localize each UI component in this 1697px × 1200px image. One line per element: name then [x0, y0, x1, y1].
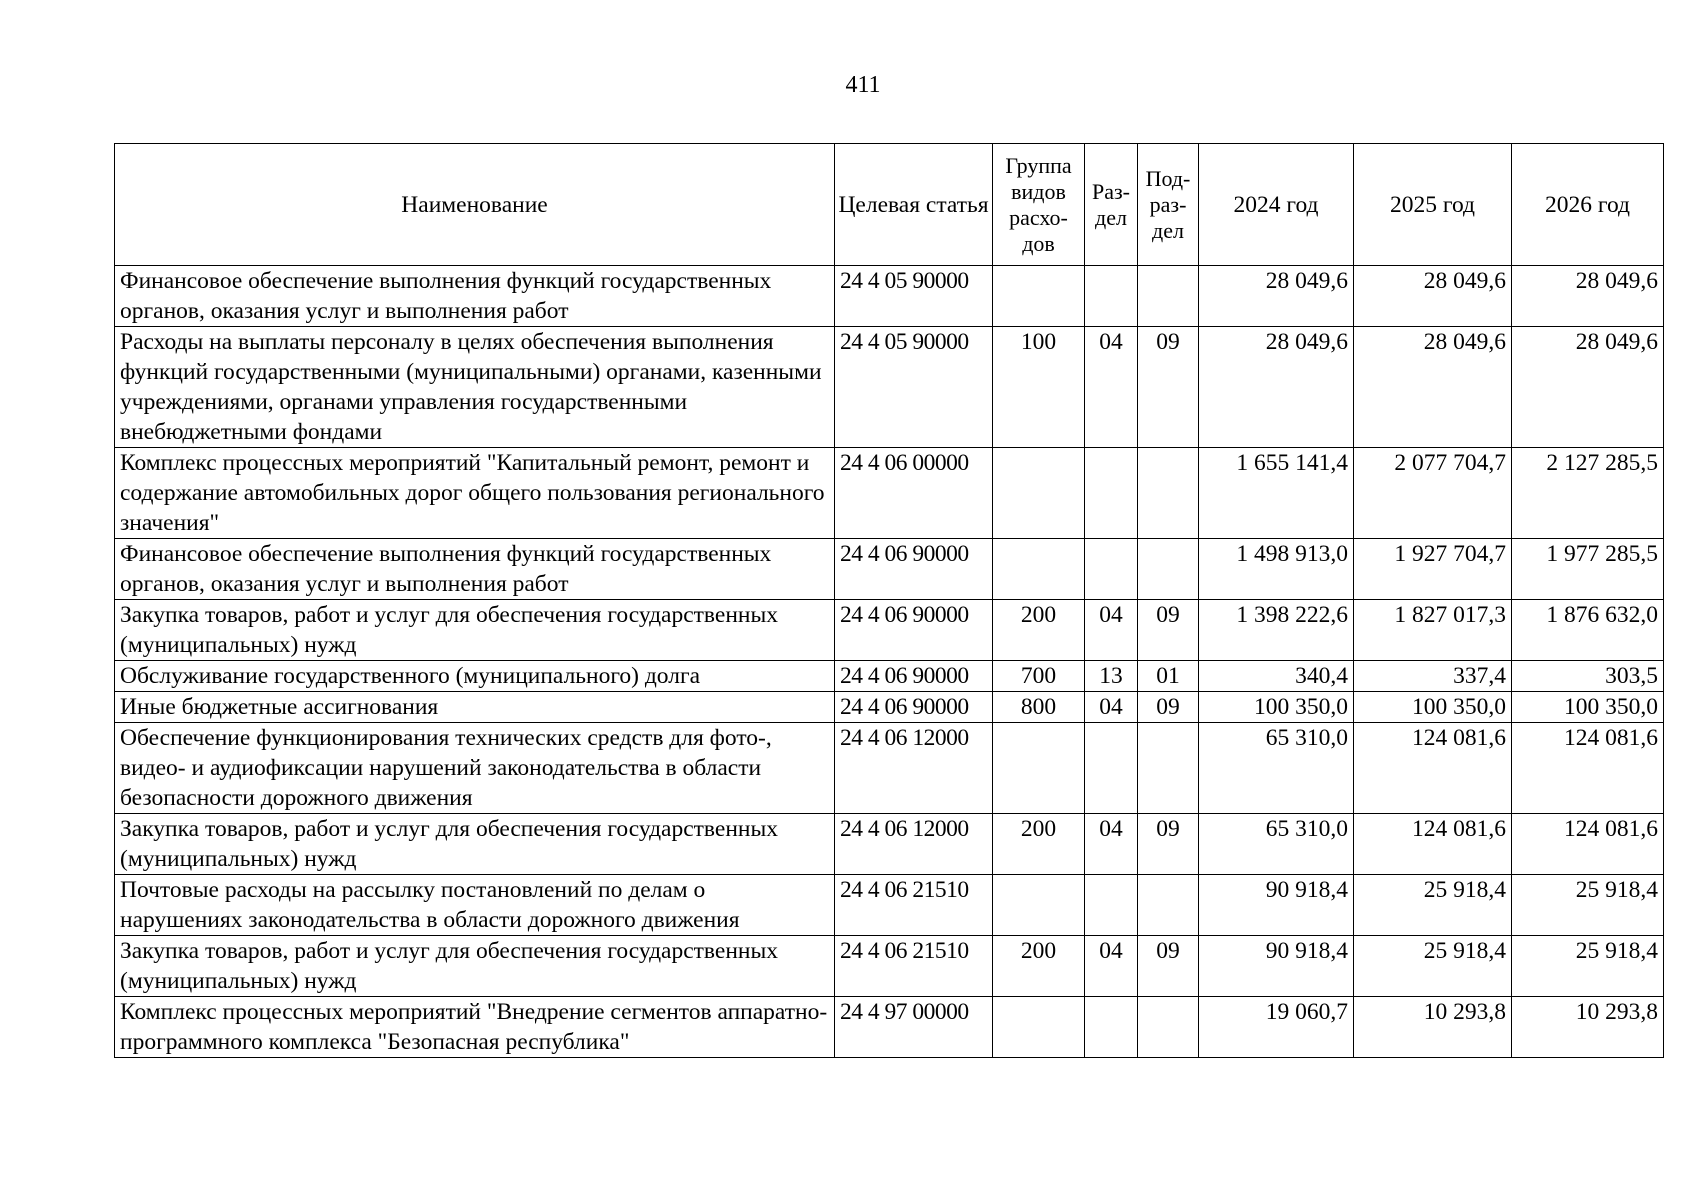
table-row — [115, 600, 1664, 661]
table-row — [115, 266, 1664, 327]
cell-target-article: 24 4 06 00000 — [835, 448, 993, 539]
cell-target-article: 24 4 06 21510 — [835, 875, 993, 936]
cell-name: Закупка товаров, работ и услуг для обеспечения государственных (муниципальных) нужд — [115, 936, 835, 997]
header-year-2024: 2024 год — [1199, 144, 1354, 266]
cell-name: Комплекс процессных мероприятий "Капитальный ремонт, ремонт и содержание автомобильных дорог общего пользования регионального значения" — [115, 448, 835, 539]
cell-subsection: 09 — [1138, 327, 1199, 448]
cell-name: Закупка товаров, работ и услуг для обеспечения государственных (муниципальных) нужд — [115, 600, 835, 661]
cell-year-2026: 1 977 285,5 — [1512, 539, 1664, 600]
cell-year-2025: 124 081,6 — [1354, 814, 1512, 875]
table-row — [115, 539, 1664, 600]
cell-subsection — [1138, 266, 1199, 327]
cell-expense-group: 100 — [993, 327, 1085, 448]
cell-subsection: 09 — [1138, 692, 1199, 723]
table-row — [115, 997, 1664, 1058]
table-row — [115, 936, 1664, 997]
table-row — [115, 875, 1664, 936]
cell-year-2026: 25 918,4 — [1512, 875, 1664, 936]
cell-target-article: 24 4 05 90000 — [835, 327, 993, 448]
cell-expense-group: 700 — [993, 661, 1085, 692]
table-row — [115, 327, 1664, 448]
cell-expense-group: 200 — [993, 600, 1085, 661]
cell-name: Финансовое обеспечение выполнения функций государственных органов, оказания услуг и выполнения работ — [115, 266, 835, 327]
cell-expense-group — [993, 539, 1085, 600]
header-expense-group: Группа видов расхо-дов — [993, 144, 1085, 266]
budget-table — [114, 143, 1664, 1058]
header-year-2026: 2026 год — [1512, 144, 1664, 266]
cell-section: 04 — [1085, 327, 1138, 448]
header-section: Раз-дел — [1085, 144, 1138, 266]
cell-subsection: 09 — [1138, 814, 1199, 875]
cell-year-2024: 28 049,6 — [1199, 266, 1354, 327]
cell-year-2025: 100 350,0 — [1354, 692, 1512, 723]
cell-section — [1085, 539, 1138, 600]
cell-year-2025: 28 049,6 — [1354, 266, 1512, 327]
cell-subsection — [1138, 448, 1199, 539]
cell-section: 04 — [1085, 814, 1138, 875]
cell-target-article: 24 4 06 90000 — [835, 600, 993, 661]
cell-year-2026: 100 350,0 — [1512, 692, 1664, 723]
cell-year-2026: 303,5 — [1512, 661, 1664, 692]
cell-target-article: 24 4 06 21510 — [835, 936, 993, 997]
cell-target-article: 24 4 06 12000 — [835, 723, 993, 814]
cell-section: 04 — [1085, 692, 1138, 723]
cell-year-2025: 25 918,4 — [1354, 875, 1512, 936]
header-target-article: Целевая статья — [835, 144, 993, 266]
cell-name: Финансовое обеспечение выполнения функций государственных органов, оказания услуг и выполнения работ — [115, 539, 835, 600]
cell-year-2026: 124 081,6 — [1512, 814, 1664, 875]
cell-subsection: 09 — [1138, 600, 1199, 661]
cell-expense-group — [993, 997, 1085, 1058]
cell-year-2025: 337,4 — [1354, 661, 1512, 692]
cell-section — [1085, 266, 1138, 327]
cell-expense-group — [993, 266, 1085, 327]
cell-year-2025: 2 077 704,7 — [1354, 448, 1512, 539]
table-body — [115, 266, 1664, 1058]
cell-year-2026: 28 049,6 — [1512, 266, 1664, 327]
cell-year-2026: 124 081,6 — [1512, 723, 1664, 814]
cell-year-2024: 28 049,6 — [1199, 327, 1354, 448]
cell-year-2026: 28 049,6 — [1512, 327, 1664, 448]
table-row — [115, 448, 1664, 539]
cell-name: Обеспечение функционирования технических средств для фото-, видео- и аудиофиксации нарушений законодательства в области безопасности дорожного движения — [115, 723, 835, 814]
cell-section — [1085, 448, 1138, 539]
cell-expense-group — [993, 723, 1085, 814]
cell-section — [1085, 875, 1138, 936]
cell-expense-group: 800 — [993, 692, 1085, 723]
cell-name: Закупка товаров, работ и услуг для обеспечения государственных (муниципальных) нужд — [115, 814, 835, 875]
cell-section: 04 — [1085, 936, 1138, 997]
cell-year-2025: 124 081,6 — [1354, 723, 1512, 814]
cell-subsection — [1138, 539, 1199, 600]
cell-section — [1085, 997, 1138, 1058]
header-subsection: Под-раз-дел — [1138, 144, 1199, 266]
cell-year-2026: 25 918,4 — [1512, 936, 1664, 997]
cell-year-2025: 1 927 704,7 — [1354, 539, 1512, 600]
cell-year-2025: 1 827 017,3 — [1354, 600, 1512, 661]
cell-year-2024: 65 310,0 — [1199, 723, 1354, 814]
cell-section: 13 — [1085, 661, 1138, 692]
table-row — [115, 814, 1664, 875]
cell-year-2025: 10 293,8 — [1354, 997, 1512, 1058]
cell-subsection: 09 — [1138, 936, 1199, 997]
cell-year-2024: 1 398 222,6 — [1199, 600, 1354, 661]
cell-name: Почтовые расходы на рассылку постановлений по делам о нарушениях законодательства в области дорожного движения — [115, 875, 835, 936]
cell-name: Иные бюджетные ассигнования — [115, 692, 835, 723]
cell-year-2026: 1 876 632,0 — [1512, 600, 1664, 661]
cell-target-article: 24 4 05 90000 — [835, 266, 993, 327]
cell-name: Комплекс процессных мероприятий "Внедрение сегментов аппаратно-программного комплекса "Безопасная республика" — [115, 997, 835, 1058]
cell-year-2024: 340,4 — [1199, 661, 1354, 692]
table-header — [115, 144, 1664, 266]
cell-target-article: 24 4 06 90000 — [835, 539, 993, 600]
cell-year-2026: 10 293,8 — [1512, 997, 1664, 1058]
cell-target-article: 24 4 06 90000 — [835, 692, 993, 723]
table-row — [115, 723, 1664, 814]
cell-year-2024: 1 655 141,4 — [1199, 448, 1354, 539]
table-row — [115, 661, 1664, 692]
cell-year-2024: 90 918,4 — [1199, 936, 1354, 997]
cell-section — [1085, 723, 1138, 814]
page-number: 411 — [845, 72, 881, 98]
cell-year-2024: 100 350,0 — [1199, 692, 1354, 723]
header-name: Наименование — [115, 144, 835, 266]
cell-target-article: 24 4 06 12000 — [835, 814, 993, 875]
cell-year-2025: 28 049,6 — [1354, 327, 1512, 448]
cell-year-2024: 1 498 913,0 — [1199, 539, 1354, 600]
cell-year-2024: 65 310,0 — [1199, 814, 1354, 875]
cell-target-article: 24 4 97 00000 — [835, 997, 993, 1058]
cell-expense-group — [993, 448, 1085, 539]
cell-year-2024: 19 060,7 — [1199, 997, 1354, 1058]
cell-expense-group: 200 — [993, 814, 1085, 875]
cell-name: Расходы на выплаты персоналу в целях обеспечения выполнения функций государственными (муниципальными) органами, казенными учреждениями, органами управления государственными внебюджетными фондами — [115, 327, 835, 448]
cell-expense-group: 200 — [993, 936, 1085, 997]
cell-subsection: 01 — [1138, 661, 1199, 692]
header-year-2025: 2025 год — [1354, 144, 1512, 266]
cell-year-2026: 2 127 285,5 — [1512, 448, 1664, 539]
cell-year-2024: 90 918,4 — [1199, 875, 1354, 936]
cell-expense-group — [993, 875, 1085, 936]
cell-year-2025: 25 918,4 — [1354, 936, 1512, 997]
cell-subsection — [1138, 997, 1199, 1058]
cell-name: Обслуживание государственного (муниципального) долга — [115, 661, 835, 692]
cell-subsection — [1138, 875, 1199, 936]
cell-section: 04 — [1085, 600, 1138, 661]
table-row — [115, 692, 1664, 723]
cell-subsection — [1138, 723, 1199, 814]
cell-target-article: 24 4 06 90000 — [835, 661, 993, 692]
